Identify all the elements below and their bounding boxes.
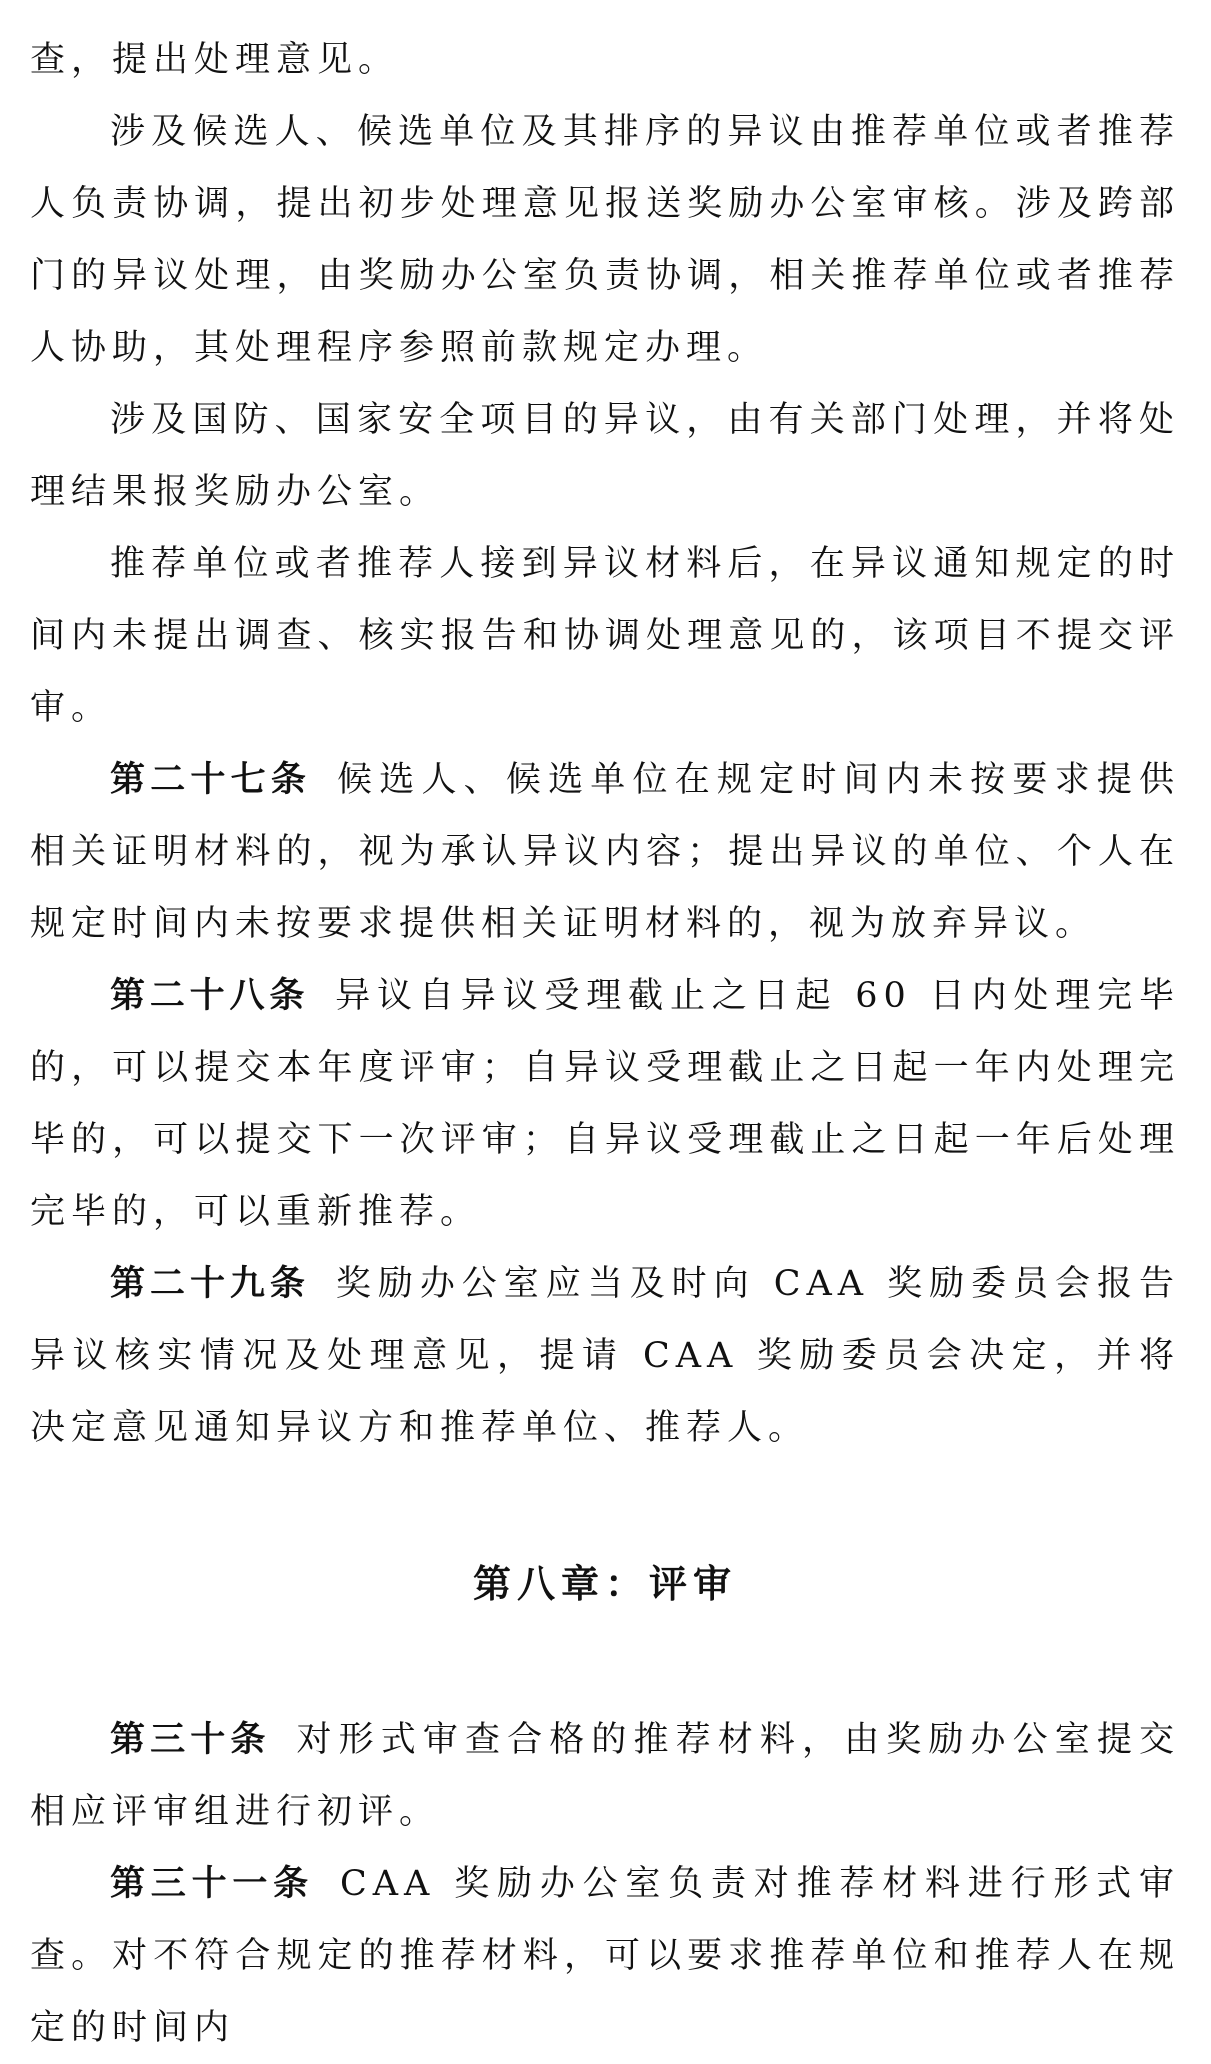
article-title: 第二十七条 [110, 759, 312, 800]
article-body: 对形式审查合格的推荐材料，由奖励办公室提交相应评审组进行初评。 [30, 1720, 1180, 1832]
paragraph-no-report-deadline: 推荐单位或者推荐人接到异议材料后，在异议通知规定的时间内未提出调查、核实报告和协调处理意见的，该项目不提交评审。 [30, 544, 1180, 728]
article-title: 第三十条 [110, 1719, 271, 1760]
article-body: 异议自异议受理截止之日起 60 日内处理完毕的，可以提交本年度评审；自异议受理截止之日起一年内处理完毕的，可以提交下一次评审；自异议受理截止之日起一年后处理完毕的，可以重新推荐。 [30, 976, 1180, 1232]
article-31 [30, 1848, 1180, 2064]
article-body: CAA 奖励办公室负责对推荐材料进行形式审查。对不符合规定的推荐材料，可以要求推荐单位和推荐人在规定的时间内 [30, 1864, 1180, 2048]
article-30 [30, 1704, 1180, 1848]
paragraph-defense-security: 涉及国防、国家安全项目的异议，由有关部门处理，并将处理结果报奖励办公室。 [30, 400, 1180, 512]
paragraph-continuation: 查，提出处理意见。 [30, 40, 400, 80]
article-body: 候选人、候选单位在规定时间内未按要求提供相关证明材料的，视为承认异议内容；提出异议的单位、个人在规定时间内未按要求提供相关证明材料的，视为放弃异议。 [30, 760, 1180, 944]
article-title: 第二十九条 [110, 1263, 310, 1304]
article-29 [30, 1248, 1180, 1464]
article-title: 第三十一条 [110, 1863, 314, 1904]
article-27 [30, 744, 1180, 960]
article-title: 第二十八条 [110, 975, 310, 1016]
article-body: 奖励办公室应当及时向 CAA 奖励委员会报告异议核实情况及处理意见，提请 CAA 奖励委员会决定，并将决定意见通知异议方和推荐单位、推荐人。 [30, 1264, 1180, 1448]
chapter-heading: 第八章：评审 [472, 1561, 737, 1606]
document-page [30, 0, 1180, 2048]
paragraph-objection-coordination: 涉及候选人、候选单位及其排序的异议由推荐单位或者推荐人负责协调，提出初步处理意见报送奖励办公室审核。涉及跨部门的异议处理，由奖励办公室负责协调，相关推荐单位或者推荐人协助，其处理程序参照前款规定办理。 [30, 112, 1180, 368]
article-28 [30, 960, 1180, 1248]
